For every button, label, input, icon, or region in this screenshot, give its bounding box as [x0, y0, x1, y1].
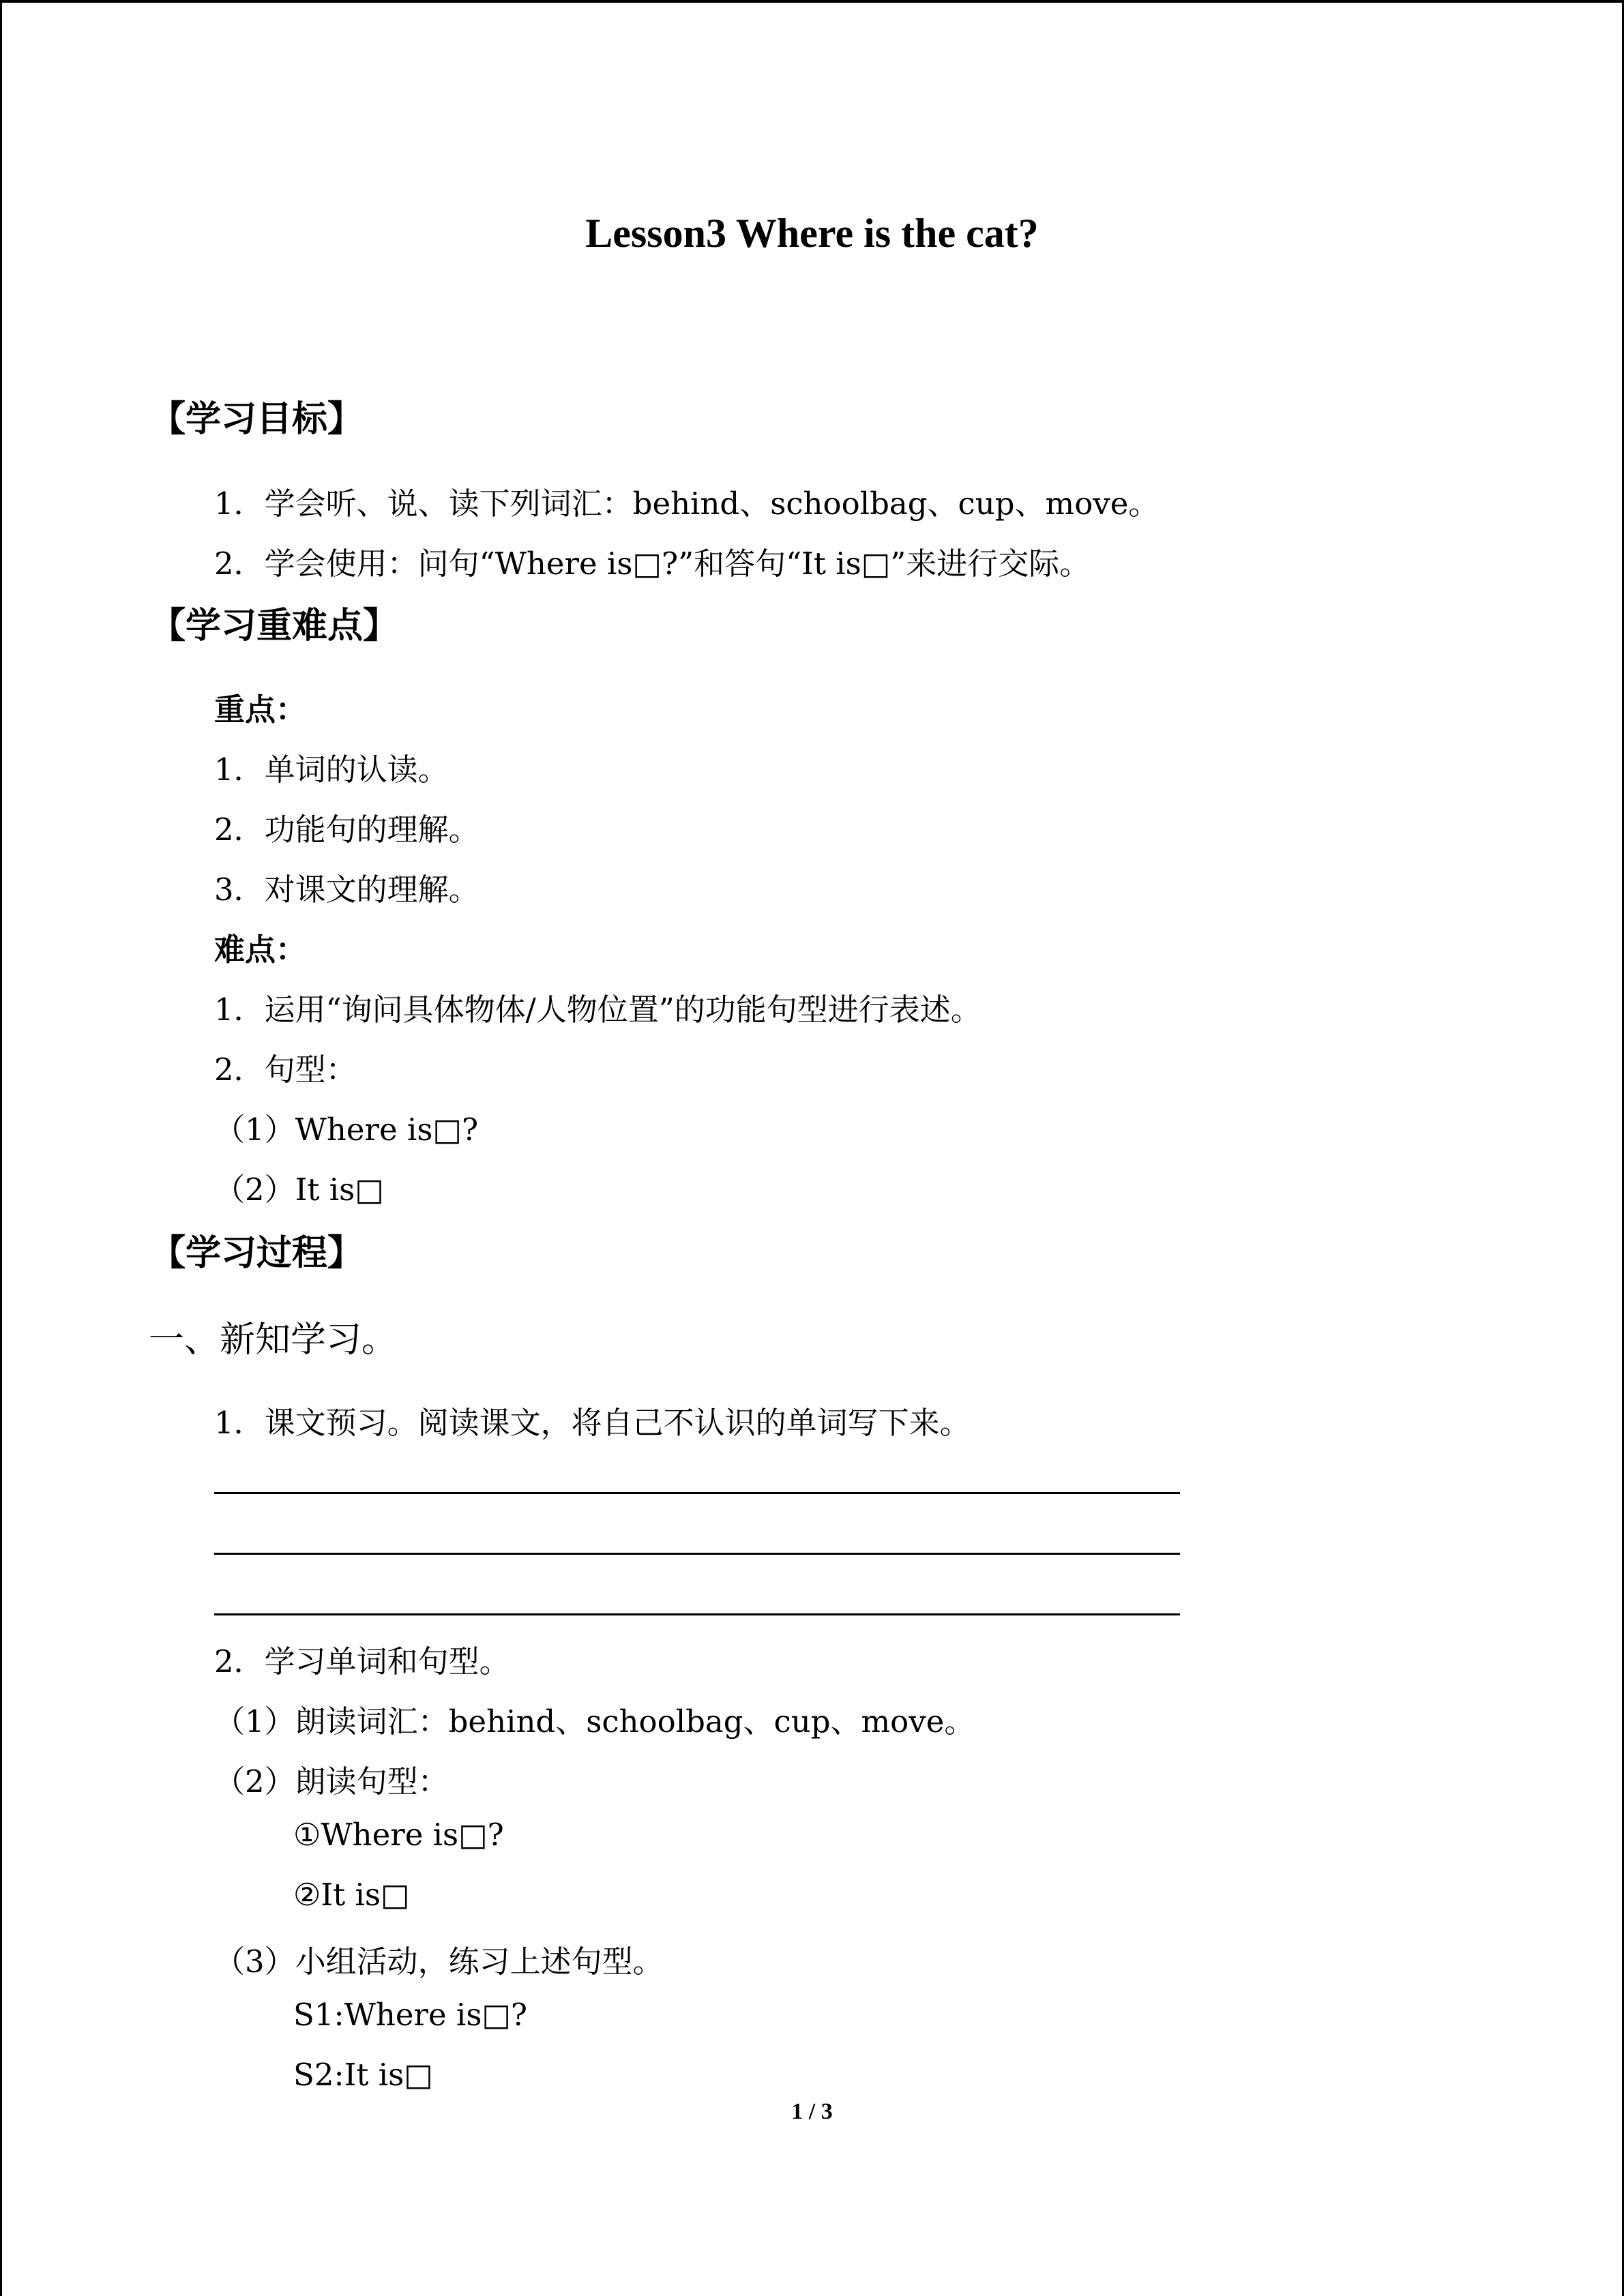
difficulty-item-1: 1．运用“询问具体物体/人物位置”的功能句型进行表述。: [214, 992, 981, 1028]
objective-item-2: 2．学会使用：问句“Where is□?”和答句“It is□”来进行交际。: [214, 546, 1091, 582]
pattern1-text: ①Where is□?: [293, 1817, 504, 1853]
objectives-heading: 【学习目标】: [150, 399, 364, 440]
focus-item-2: 2．功能句的理解。: [214, 811, 479, 848]
sub3-text: （3）小组活动，练习上述句型。: [214, 1943, 664, 1980]
answer-line-3[interactable]: [214, 1613, 1180, 1615]
pattern2-text: ②It is□: [293, 1877, 410, 1913]
part1-title: 一、新知学习。: [149, 1320, 398, 1360]
process-heading: 【学习过程】: [150, 1233, 364, 1274]
objective-item-1: 1．学会听、说、读下列词汇：behind、schoolbag、cup、move。: [214, 486, 1160, 522]
page-left-border: [0, 0, 2, 2296]
dialog2-text: S2:It is□: [293, 2057, 433, 2093]
dialog1-text: S1:Where is□?: [293, 1997, 528, 2033]
difficulty-item-2: 2．句型：: [214, 1052, 357, 1088]
page-number: 1 / 3: [791, 2099, 833, 2124]
answer-line-2[interactable]: [214, 1553, 1180, 1555]
answer-line-1[interactable]: [214, 1492, 1180, 1494]
difficulty-item-3: （1）Where is□?: [214, 1112, 479, 1148]
focus-label: 重点：: [214, 691, 307, 728]
step2-text: 2．学习单词和句型。: [214, 1643, 510, 1680]
step1-text: 1．课文预习。阅读课文，将自己不认识的单词写下来。: [214, 1405, 971, 1441]
page-title: Lesson3 Where is the cat?: [585, 211, 1039, 256]
focus-item-3: 3．对课文的理解。: [214, 871, 479, 908]
sub1-text: （1）朗读词汇：behind、schoolbag、cup、move。: [214, 1703, 975, 1740]
difficulty-label: 难点：: [214, 931, 307, 968]
focus-item-1: 1．单词的认读。: [214, 751, 449, 788]
page-top-border: [0, 0, 1624, 3]
difficulty-item-4: （2）It is□: [214, 1172, 384, 1208]
sub2-text: （2）朗读句型：: [214, 1763, 449, 1800]
key-points-heading: 【学习重难点】: [150, 606, 399, 646]
